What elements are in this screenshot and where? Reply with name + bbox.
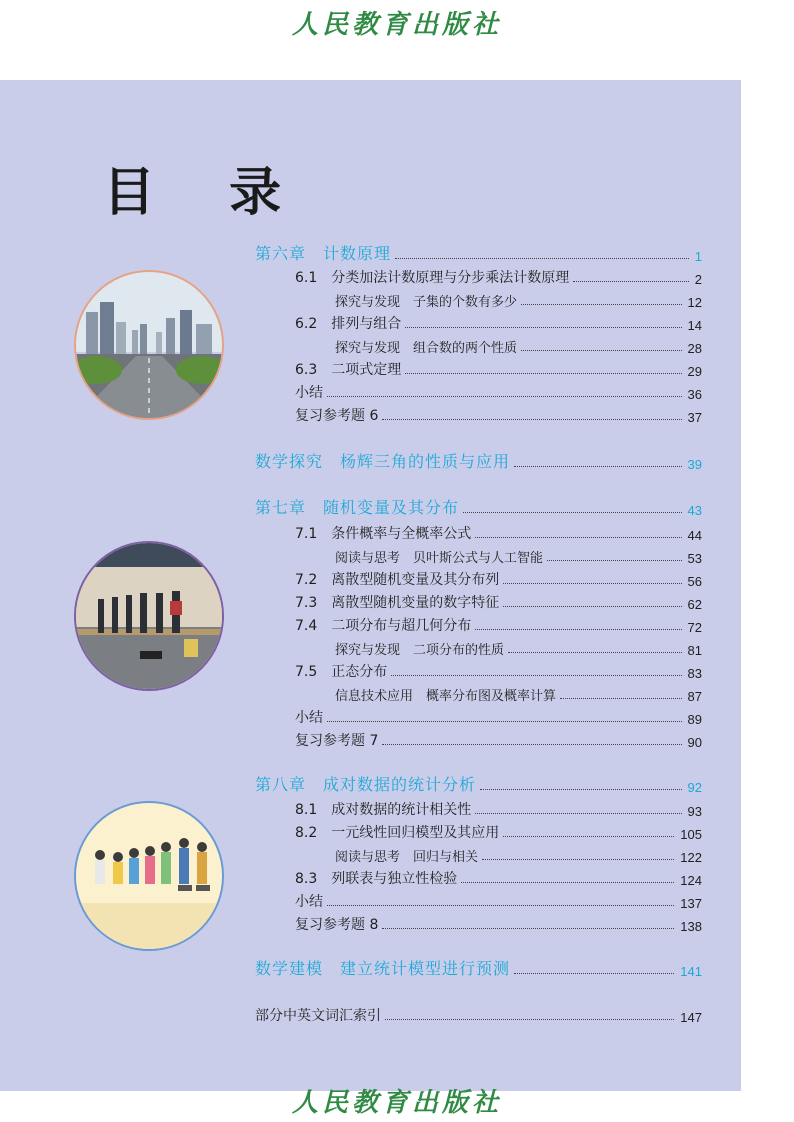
toc-entry[interactable]: 阅读与思考 回归与相关 122 [335,850,702,865]
toc-entry[interactable]: 8.3 列联表与独立性检验 124 [295,871,702,888]
toc-entry[interactable]: 数学建模 建立统计模型进行预测 141 [255,959,702,979]
toc-entry[interactable]: 8.2 一元线性回归模型及其应用 105 [295,825,702,842]
toc-entry[interactable]: 信息技术应用 概率分布图及概率计算 87 [335,689,702,704]
toc-entry[interactable]: 第六章 计数原理 1 [255,244,702,264]
toc-entry[interactable]: 小结 137 [295,894,702,911]
toc-entry[interactable]: 第七章 随机变量及其分布 43 [255,498,702,518]
toc-entry[interactable]: 复习参考题 7 90 [295,733,702,750]
illustration-city-avenue [74,270,224,420]
toc-entry[interactable]: 复习参考题 6 37 [295,408,702,425]
toc-entry[interactable]: 第八章 成对数据的统计分析 92 [255,775,702,795]
toc-entry[interactable]: 7.2 离散型随机变量及其分布列 56 [295,572,702,589]
toc-entry[interactable]: 小结 36 [295,385,702,402]
toc-entry[interactable]: 8.1 成对数据的统计相关性 93 [295,802,702,819]
toc-entry[interactable]: 7.1 条件概率与全概率公式 44 [295,526,702,543]
toc-entry[interactable]: 7.4 二项分布与超几何分布 72 [295,618,702,635]
illustration-shooting-range [74,541,224,691]
toc-entry[interactable]: 探究与发现 组合数的两个性质 28 [335,341,702,356]
toc-entry[interactable]: 探究与发现 二项分布的性质 81 [335,643,702,658]
publisher-logo-bottom: 人民教育出版社 [291,1088,502,1118]
toc-entry[interactable]: 6.1 分类加法计数原理与分步乘法计数原理 2 [295,270,702,287]
toc-entry[interactable]: 探究与发现 子集的个数有多少 12 [335,295,702,310]
page-title: 目 录 [103,162,310,223]
toc-entry[interactable]: 部分中英文词汇索引 147 [255,1008,702,1025]
publisher-logo-top: 人民教育出版社 [291,10,502,40]
toc-entry[interactable]: 阅读与思考 贝叶斯公式与人工智能 53 [335,551,702,566]
toc-entry[interactable]: 6.3 二项式定理 29 [295,362,702,379]
toc-entry[interactable]: 7.3 离散型随机变量的数字特征 62 [295,595,702,612]
toc-entry[interactable]: 复习参考题 8 138 [295,917,702,934]
toc-entry[interactable]: 小结 89 [295,710,702,727]
illustration-students-measuring-height [74,801,224,951]
toc-entry[interactable]: 7.5 正态分布 83 [295,664,702,681]
toc-entry[interactable]: 6.2 排列与组合 14 [295,316,702,333]
toc-entry[interactable]: 数学探究 杨辉三角的性质与应用 39 [255,452,702,472]
